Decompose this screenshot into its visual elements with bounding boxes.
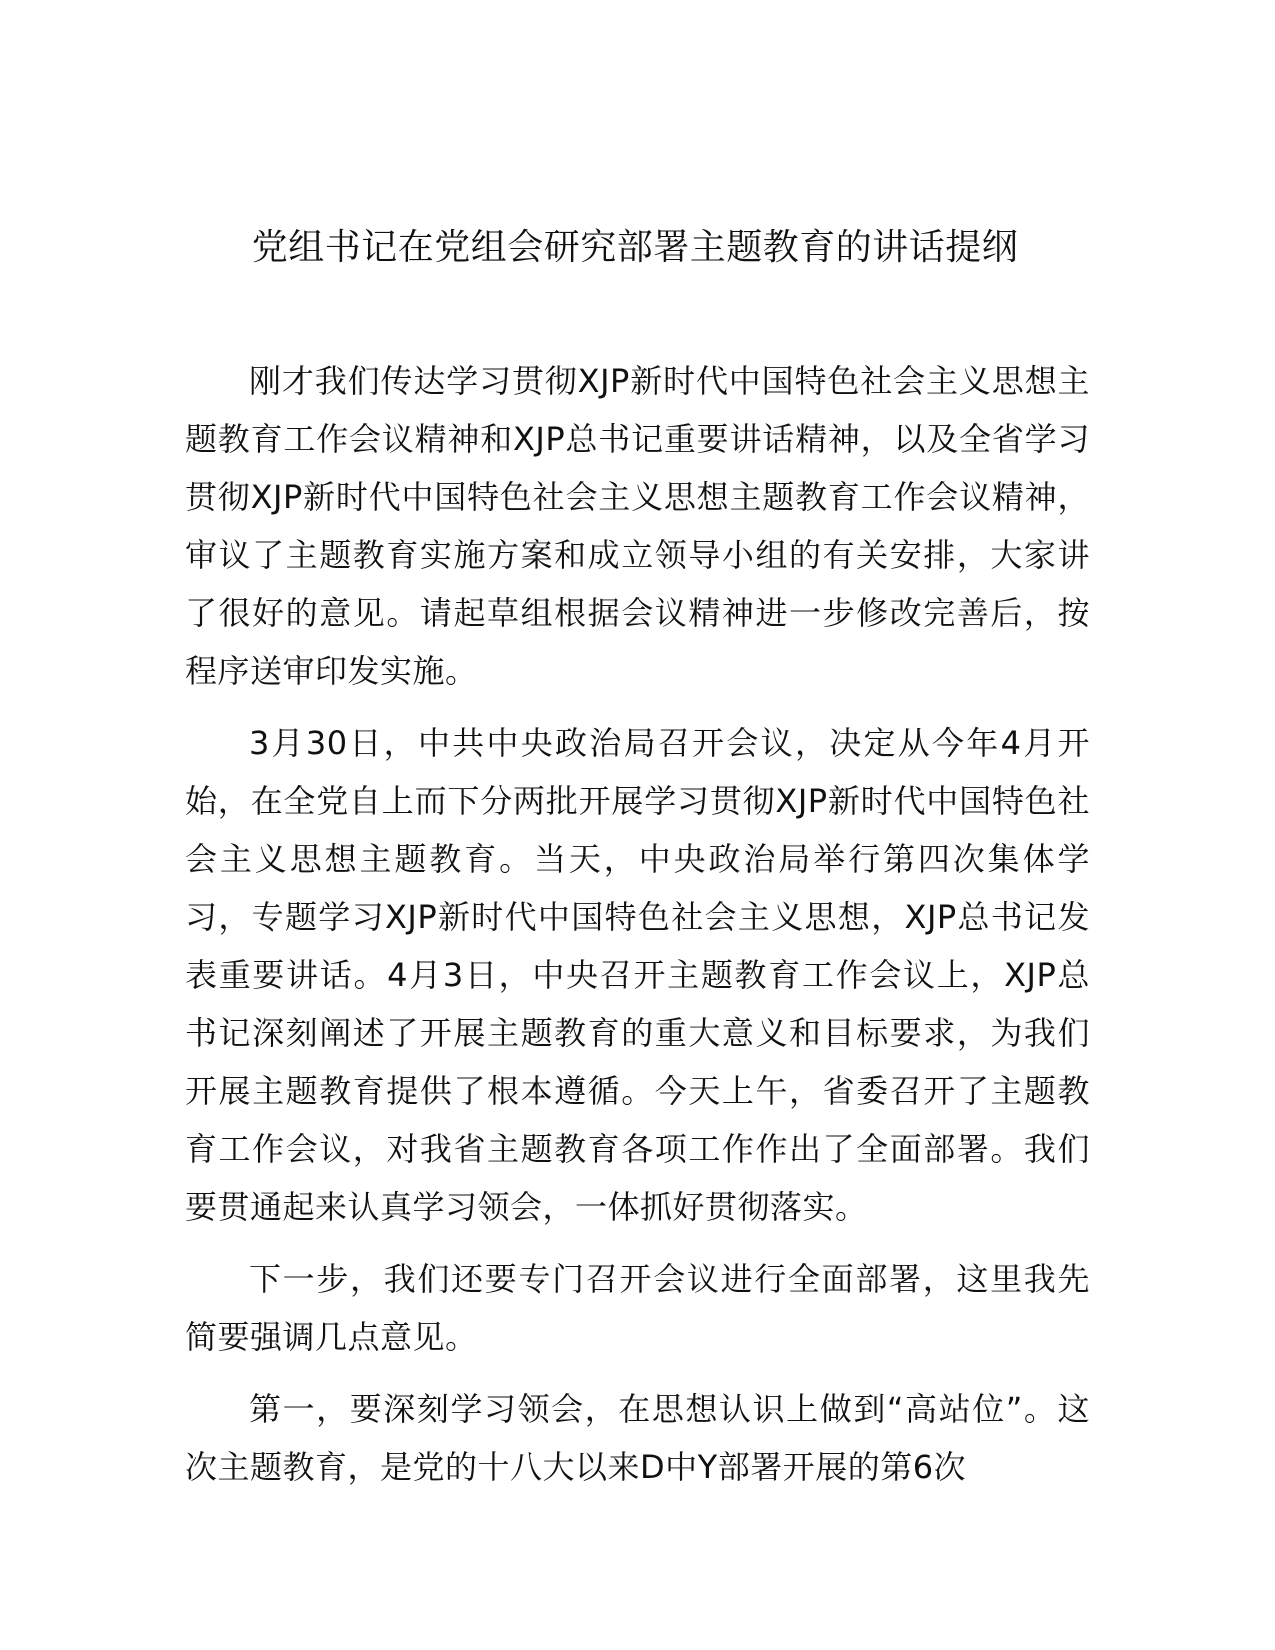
paragraph-1: 刚才我们传达学习贯彻XJP新时代中国特色社会主义思想主题教育工作会议精神和XJP总书记重要讲话精神，以及全省学习贯彻XJP新时代中国特色社会主义思想主题教育工作会议精神，审议了主题教育实施方案和成立领导小组的有关安排，大家讲了很好的意见。请起草组根据会议精神进一步修改完善后，按程序送审印发实施。 xyxy=(185,362,1090,690)
document-title: 党组书记在党组会研究部署主题教育的讲话提纲 xyxy=(251,227,1019,268)
paragraph-3: 下一步，我们还要专门召开会议进行全面部署，这里我先简要强调几点意见。 xyxy=(185,1260,1090,1356)
paragraph-4: 第一，要深刻学习领会，在思想认识上做到“高站位”。这次主题教育，是党的十八大以来D中Y部署开展的第6次 xyxy=(185,1390,1090,1486)
document-body xyxy=(185,352,1090,1510)
paragraph-2: 3月30日，中共中央政治局召开会议，决定从今年4月开始，在全党自上而下分两批开展学习贯彻XJP新时代中国特色社会主义思想主题教育。当天，中央政治局举行第四次集体学习，专题学习XJP新时代中国特色社会主义思想，XJP总书记发表重要讲话。4月3日，中央召开主题教育工作会议上，XJP总书记深刻阐述了开展主题教育的重大意义和目标要求，为我们开展主题教育提供了根本遵循。今天上午，省委召开了主题教育工作会议，对我省主题教育各项工作作出了全面部署。我们要贯通起来认真学习领会，一体抓好贯彻落实。 xyxy=(185,724,1090,1226)
